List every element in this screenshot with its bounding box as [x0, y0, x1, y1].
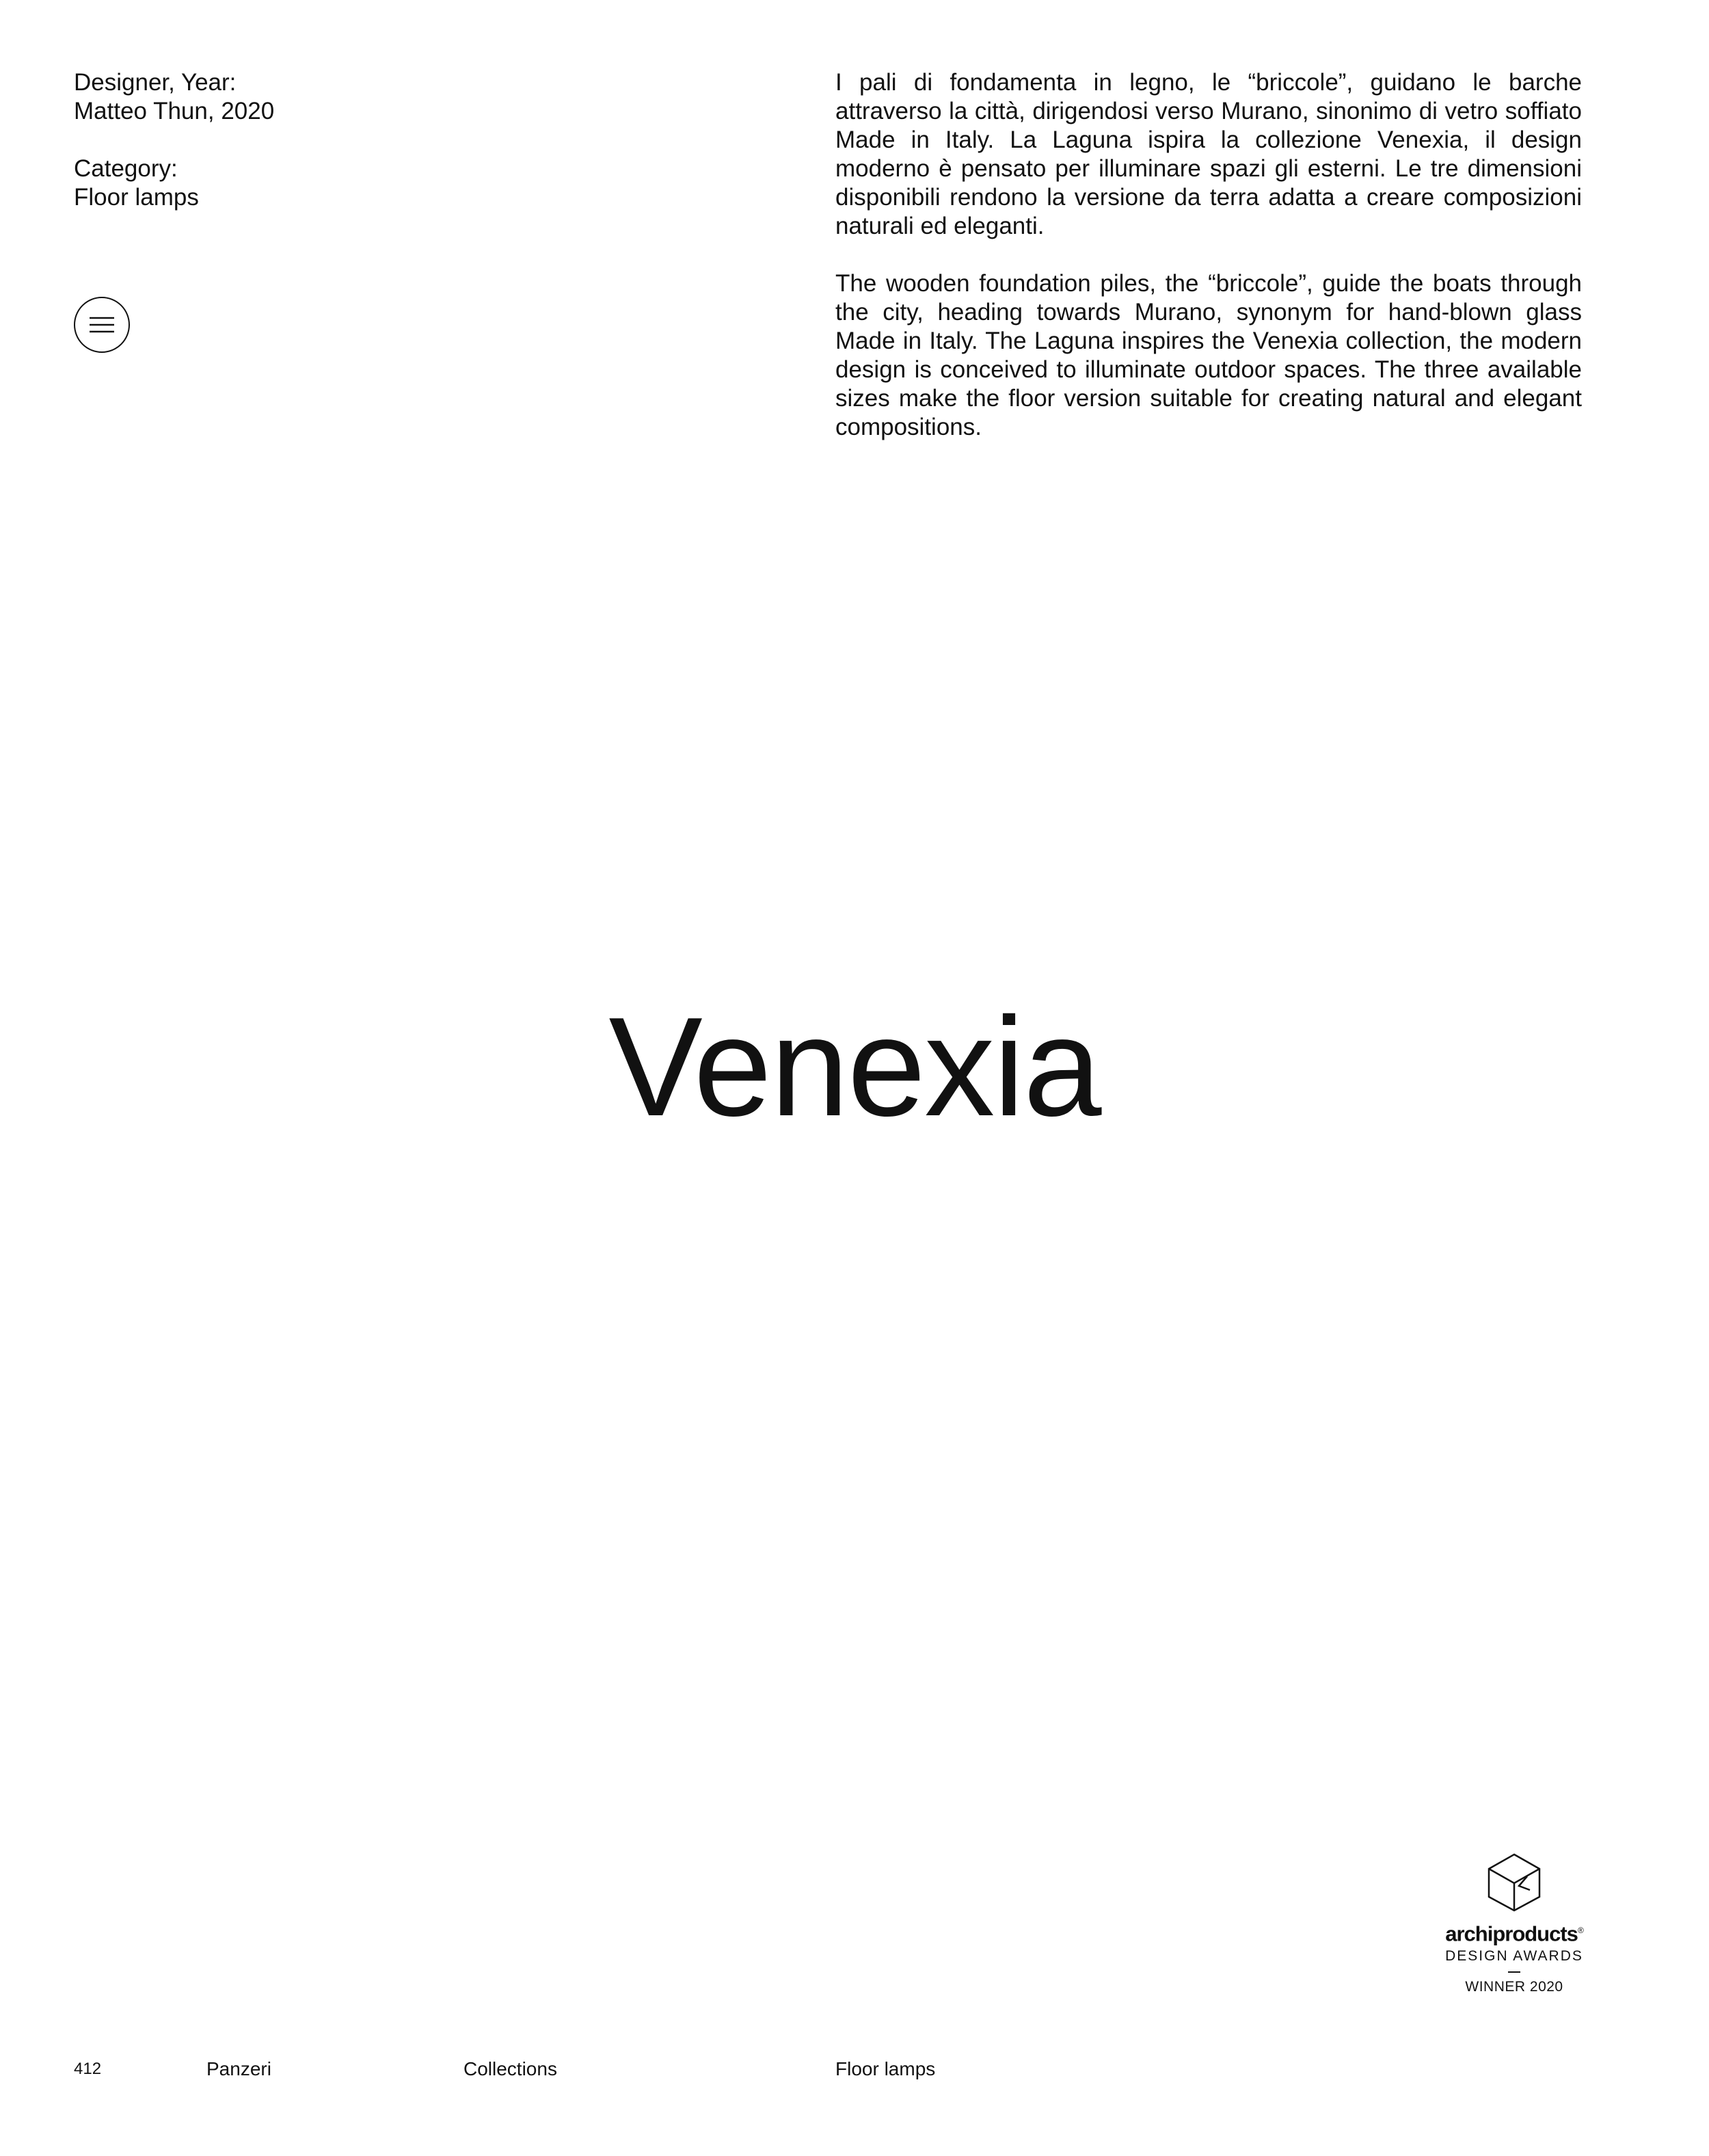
- award-divider: [1508, 1971, 1520, 1973]
- award-winner: WINNER 2020: [1465, 1979, 1563, 1995]
- award-line: DESIGN AWARDS: [1445, 1948, 1583, 1965]
- description-english: The wooden foundation piles, the “briccole”, guide the boats through the city, heading towards Murano, synonym for hand-blown glass Made in Italy. The Laguna inspires the Venexia collection, the modern design is conceived to illuminate outdoor spaces. The three available sizes make the floor version suitable for creating natural and elegant compositions.: [835, 270, 1582, 440]
- category-block: [74, 155, 552, 212]
- product-meta: [74, 68, 552, 241]
- award-brand: archiproducts®: [1445, 1921, 1583, 1946]
- footer-category: Floor lamps: [835, 2058, 936, 2079]
- category-value: Floor lamps: [74, 184, 199, 211]
- category-label: Category:: [74, 155, 178, 182]
- footer-section: Collections: [463, 2058, 557, 2079]
- designer-value: Matteo Thun, 2020: [74, 98, 275, 124]
- product-title: Venexia: [608, 988, 1101, 1145]
- footer-brand: Panzeri: [206, 2058, 271, 2079]
- designer-block: [74, 68, 552, 126]
- menu-button[interactable]: [74, 297, 130, 353]
- description-italian: I pali di fondamenta in legno, le “briccole”, guidano le barche attraverso la città, dirigendosi verso Murano, sinonimo di vetro soffiato Made in Italy. La Laguna ispira la collezione Venexia, il design moderno è pensato per illuminare spazi gli esterni. Le tre dimensioni disponibili rendono la versione da terra adatta a creare composizioni naturali ed eleganti.: [835, 69, 1582, 239]
- hamburger-menu-icon: [88, 315, 116, 335]
- award-badge: [1436, 1852, 1593, 1996]
- page-number: 412: [74, 2060, 102, 2078]
- archiproducts-cube-logo-icon: [1485, 1852, 1544, 1913]
- product-description: [835, 68, 1582, 470]
- designer-label: Designer, Year:: [74, 69, 237, 96]
- page-footer: [0, 2055, 1709, 2083]
